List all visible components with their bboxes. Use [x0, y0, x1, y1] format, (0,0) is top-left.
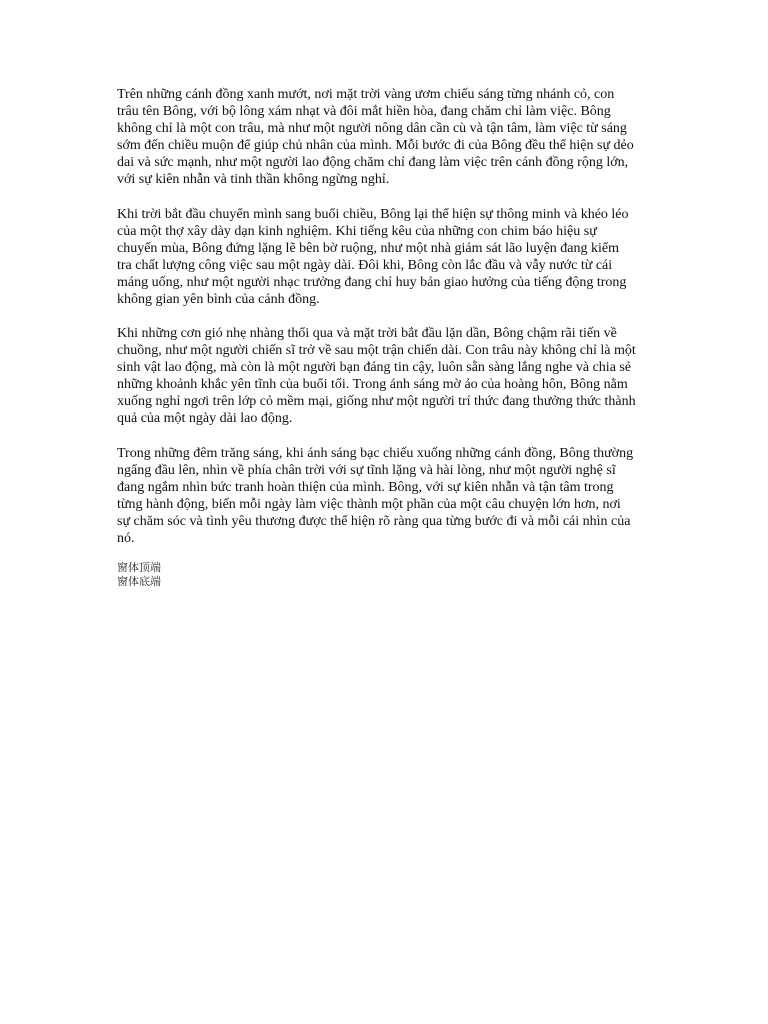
paragraph-2: Khi trời bắt đầu chuyển mình sang buổi chiều, Bông lại thể hiện sự thông minh và khéo léo của một thợ xây dày dạn kinh nghiệm. Khi tiếng kêu của những con chim báo hiệu sự chuyển mùa, Bông đứng lặng lẽ bên bờ ruộng, như một nhà giám sát lão luyện đang kiểm tra chất lượng công việc sau một ngày dài. Đôi khi, Bông còn lắc đầu và vẫy nước từ cái máng uống, như một người nhạc trưởng đang chỉ huy bản giao hưởng của tiếng động trong không gian yên bình của cánh đồng.	[117, 206, 629, 307]
paragraph-1: Trên những cánh đồng xanh mướt, nơi mặt trời vàng ươm chiếu sáng từng nhánh cỏ, con trâu tên Bông, với bộ lông xám nhạt và đôi mắt hiền hòa, đang chăm chỉ làm việc. Bông không chỉ là một con trâu, mà như một người nông dân cần cù và tận tâm, làm việc từ sáng sớm đến chiều muộn để giúp chủ nhân của mình. Mỗi bước đi của Bông đều thể hiện sự dẻo dai và sức mạnh, như một người lao động chăm chỉ đang làm việc trên cánh đồng rộng lớn, với sự kiên nhẫn và tinh thần không ngừng nghỉ.	[117, 87, 634, 187]
paragraph-3: Khi những cơn gió nhẹ nhàng thổi qua và mặt trời bắt đầu lặn dần, Bông chậm rãi tiến về chuồng, như một người chiến sĩ trở về sau một trận chiến dài. Con trâu này không chỉ là một sinh vật lao động, mà còn là một người bạn đáng tin cậy, luôn sẵn sàng lắng nghe và chia sẻ những khoảnh khắc yên tĩnh của buổi tối. Trong ánh sáng mờ ảo của hoàng hôn, Bông nằm xuống nghỉ ngơi trên lớp cỏ mềm mại, giống như một người trí thức đang thưởng thức thành quả của một ngày dài lao động.	[117, 326, 636, 426]
document-body	[117, 86, 637, 589]
form-markers	[117, 561, 637, 589]
paragraph-4: Trong những đêm trăng sáng, khi ánh sáng bạc chiếu xuống những cánh đồng, Bông thường ngẩng đầu lên, nhìn về phía chân trời với sự tĩnh lặng và hài lòng, như một người nghệ sĩ đang ngắm nhìn bức tranh hoàn thiện của mình. Bông, với sự kiên nhẫn và tận tâm trong từng hành động, biến mỗi ngày làm việc thành một phần của một câu chuyện lớn hơn, nơi sự chăm sóc và tình yêu thương được thể hiện rõ ràng qua từng bước đi và mỗi cái nhìn của nó.	[117, 445, 634, 546]
form-top-marker: 窗体顶端	[117, 561, 161, 574]
form-bottom-marker: 窗体底端	[117, 575, 161, 588]
